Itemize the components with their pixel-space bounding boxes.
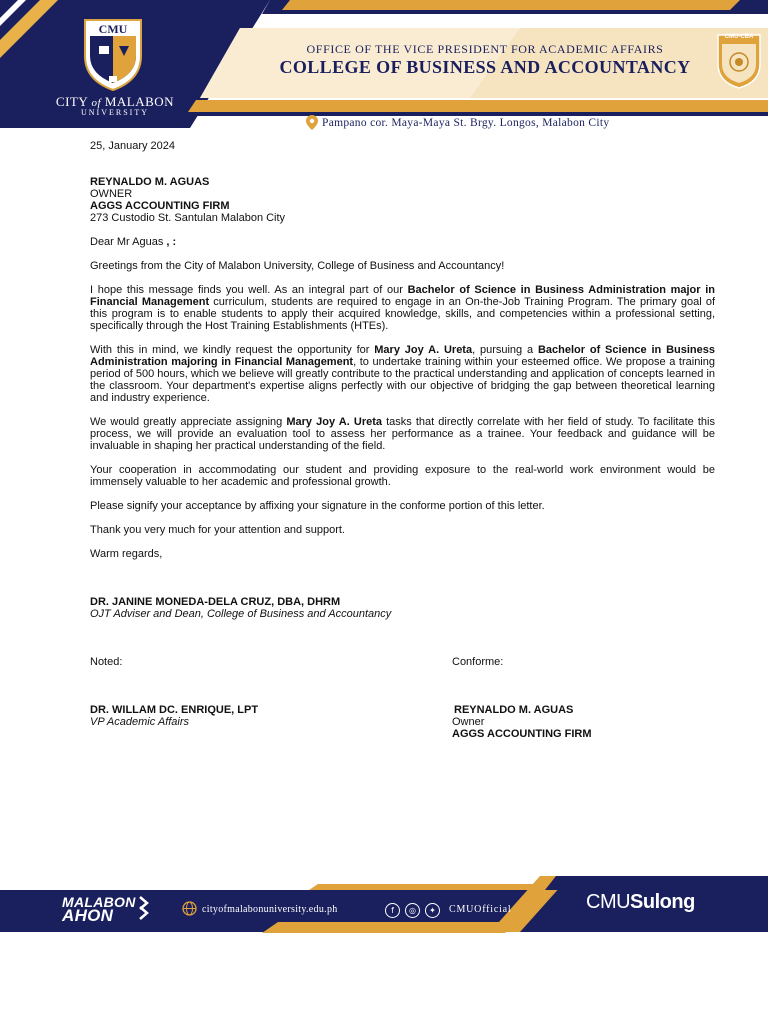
campus-address: Pampano cor. Maya-Maya St. Brgy. Longos, Malabon City	[322, 117, 610, 129]
salutation	[90, 236, 715, 248]
letter-date: 25, January 2024	[90, 140, 176, 152]
location-pin-icon	[306, 115, 318, 130]
cmu-sulong-logo	[586, 891, 695, 914]
paragraph-assignment	[90, 416, 715, 452]
instagram-icon[interactable]: ◎	[405, 903, 420, 918]
p3-student-name: Mary Joy A. Ureta	[286, 416, 382, 428]
paragraph-request	[90, 344, 715, 404]
conforme-name: REYNALDO M. AGUAS	[454, 704, 574, 716]
chevron-arrows-icon	[138, 895, 152, 923]
conforme-title: Owner	[452, 716, 485, 728]
logo-text: CMU	[98, 22, 128, 36]
p1-text-a: I hope this message finds you well. As an integral part of our	[90, 284, 408, 296]
greeting-paragraph: Greetings from the City of Malabon University, College of Business and Accountancy!	[90, 260, 505, 272]
conforme-block	[452, 704, 712, 740]
noted-name: DR. WILLAM DC. ENRIQUE, LPT	[90, 704, 259, 716]
paragraph-program	[90, 284, 715, 332]
office-title: OFFICE OF THE VICE PRESIDENT FOR ACADEMIC AFFAIRS	[306, 42, 664, 56]
city-prefix: CITY	[55, 94, 88, 109]
paragraph-cooperation: Your cooperation in accommodating our student and providing exposure to the real-world work environment would be immensely valuable to her academic and professional growth.	[90, 464, 715, 488]
paragraph-thanks: Thank you very much for your attention and support.	[90, 524, 345, 536]
website-link[interactable]: cityofmalabonuniversity.edu.ph	[202, 904, 338, 915]
conforme-company: AGGS ACCOUNTING FIRM	[452, 728, 592, 740]
p1-program-name: Bachelor of Science in Business Administration major in Financial Management	[90, 284, 715, 308]
p2-program-name: Bachelor of Science in Business Administration majoring in Financial Management	[90, 344, 715, 368]
noted-label: Noted:	[90, 656, 123, 668]
cba-seal-icon	[715, 32, 763, 90]
recipient-company: AGGS ACCOUNTING FIRM	[90, 200, 230, 212]
brand-cmu: CMU	[586, 891, 631, 913]
signatory-name: DR. JANINE MONEDA-DELA CRUZ, DBA, DHRM	[90, 596, 341, 608]
letter-footer	[0, 876, 768, 936]
paragraph-conforme-request: Please signify your acceptance by affixing your signature in the conforme portion of this letter.	[90, 500, 545, 512]
letterhead	[0, 0, 768, 140]
university-word: UNIVERSITY	[81, 108, 149, 117]
p2-text-a: With this in mind, we kindly request the opportunity for	[90, 344, 375, 356]
noted-title: VP Academic Affairs	[90, 716, 190, 728]
twitter-icon[interactable]: ✦	[425, 903, 440, 918]
p3-text-c: tasks that directly correlate with her field of study. To facilitate this process, we will provide an evaluation tool to assess her performance as a trainee. Your feedback and guidance will be invaluable in shaping her practical understanding of the field.	[90, 416, 715, 452]
malabon-ahon-logo	[62, 896, 136, 924]
p1-text-c: curriculum, students are required to engage in an On-the-Job Training Program. The primary goal of this program is to enable students to apply their acquired knowledge, skills, and competencies within a professional setting, specifically through the Host Training Establishments (HTEs).	[90, 296, 715, 332]
college-title: COLLEGE OF BUSINESS AND ACCOUNTANCY	[279, 57, 691, 77]
brand-sulong: Sulong	[630, 891, 695, 913]
signatory-title: OJT Adviser and Dean, College of Business and Accountancy	[90, 608, 392, 620]
seal-text: CMU-CBA	[724, 34, 754, 40]
recipient-address: 273 Custodio St. Santulan Malabon City	[90, 212, 286, 224]
conforme-label: Conforme:	[452, 656, 504, 668]
signatory-block	[90, 596, 715, 620]
recipient-title: OWNER	[90, 188, 133, 200]
city-of: of	[91, 97, 102, 109]
facebook-icon[interactable]: f	[385, 903, 400, 918]
p2-text-c: , pursuing a	[472, 344, 538, 356]
p2-student-name: Mary Joy A. Ureta	[374, 344, 473, 356]
city-suffix: MALABON	[104, 94, 175, 109]
globe-icon	[182, 901, 197, 916]
recipient-block	[90, 176, 715, 224]
p2-text-e: , to undertake training within your esteemed office. We propose a training period of 500 hours, which we believe will greatly contribute to the practical understanding and application of concepts learned in the classroom. Your department's expertise aligns perfectly with our objective of bridging the gap between theoretical learning and industry experience.	[90, 356, 715, 404]
recipient-name: REYNALDO M. AGUAS	[90, 176, 210, 188]
closing: Warm regards,	[90, 548, 163, 560]
noted-block	[90, 704, 420, 728]
salutation-text: Dear Mr Aguas	[90, 236, 164, 248]
p3-text-a: We would greatly appreciate assigning	[90, 416, 287, 428]
malabon-line2: AHON	[62, 906, 114, 925]
social-handle[interactable]: CMUOfficial	[449, 904, 512, 915]
salutation-punctuation: , :	[163, 236, 177, 248]
malabon-line1: MALABON	[62, 894, 136, 910]
